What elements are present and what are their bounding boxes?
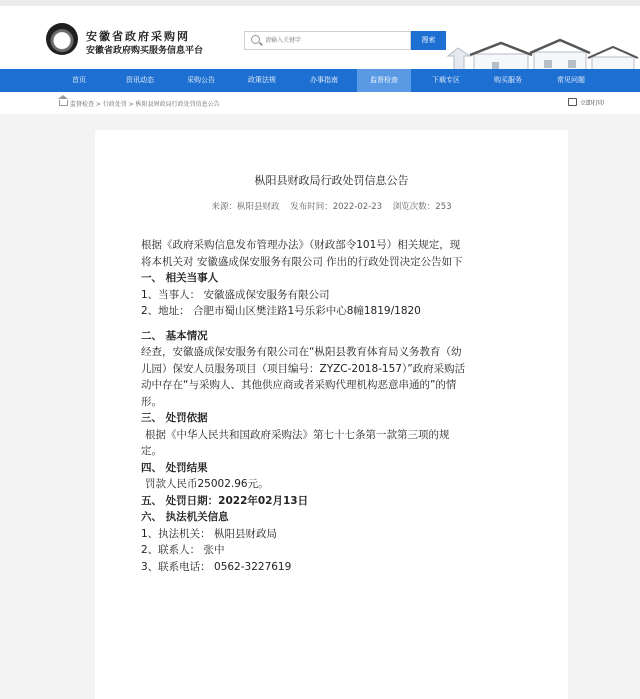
print-button[interactable] xyxy=(568,98,604,107)
article-source: 来源：枞阳县财政 xyxy=(211,202,280,212)
article-meta xyxy=(95,200,568,212)
print-label: 立即打印 xyxy=(580,100,605,107)
main-nav xyxy=(0,69,640,92)
nav-item-services[interactable]: 购买服务 xyxy=(494,76,522,84)
article-title: 枞阳县财政局行政处罚信息公告 xyxy=(254,174,409,187)
facts-line: 形。 xyxy=(141,395,162,408)
breadcrumb-text[interactable]: 监督检查 > 行政处罚 > 枞阳县财政局行政处罚信息公告 xyxy=(70,101,220,108)
nav-item-guide[interactable]: 办事指南 xyxy=(310,76,338,84)
section-heading: 二、 基本情况 xyxy=(141,329,208,342)
party-address: 2、地址： 合肥市蜀山区樊洼路1号乐彩中心8幢1819/1820 xyxy=(141,305,421,317)
article-views: 浏览次数：253 xyxy=(392,202,452,212)
intro-line: 将本机关对 安徽盛成保安服务有限公司 作出的行政处罚决定公告如下 xyxy=(141,255,463,268)
section-heading: 一、 相关当事人 xyxy=(141,272,219,284)
search-icon xyxy=(251,35,260,44)
nav-item-supervision[interactable]: 监督检查 xyxy=(357,69,411,92)
nav-item-procurement[interactable]: 采购公告 xyxy=(187,76,215,84)
home-icon xyxy=(59,100,68,106)
facts-line: 儿园）保安人员服务项目（项目编号：ZYZC-2018-157）”政府采购活 xyxy=(141,362,466,375)
nav-item-downloads[interactable]: 下载专区 xyxy=(432,76,460,84)
search-box xyxy=(244,31,411,50)
contact-person: 2、联系人： 张中 xyxy=(141,544,225,556)
site-subtitle: 安徽省政府购买服务信息平台 xyxy=(86,46,204,56)
facts-line: 经查，安徽盛成保安服务有限公司在“枞阳县教育体育局义务教育（幼 xyxy=(141,346,462,358)
article-card xyxy=(95,130,568,699)
penalty-date: 五、 处罚日期：2022年02月13日 xyxy=(141,494,309,507)
penalty-amount: 罚款人民币25002.96元。 xyxy=(145,478,269,490)
nav-item-faq[interactable]: 常见问题 xyxy=(557,76,585,84)
article-body xyxy=(141,237,521,575)
basis-line: 定。 xyxy=(141,445,162,457)
site-title: 安徽省政府采购网 xyxy=(86,30,190,43)
basis-line: 根据《中华人民共和国政府采购法》第七十七条第一款第三项的规 xyxy=(145,428,450,441)
intro-line: 根据《政府采购信息发布管理办法》（财政部令101号）相关规定，现 xyxy=(141,239,461,251)
search-input[interactable] xyxy=(265,32,405,49)
nav-item-home[interactable]: 首页 xyxy=(72,76,86,84)
authority-name: 1、执法机关： 枞阳县财政局 xyxy=(141,527,278,540)
party-name: 1、当事人： 安徽盛成保安服务有限公司 xyxy=(141,288,330,301)
section-heading: 三、 处罚依据 xyxy=(141,412,208,424)
article-date: 发布时间：2022-02-23 xyxy=(290,202,383,212)
search-button[interactable]: 搜索 xyxy=(411,31,446,50)
breadcrumb xyxy=(0,92,640,114)
contact-phone: 3、联系电话： 0562-3227619 xyxy=(141,560,292,573)
nav-item-policy[interactable]: 政策法规 xyxy=(248,76,276,84)
section-heading: 四、 处罚结果 xyxy=(141,461,208,474)
site-logo-icon[interactable] xyxy=(46,23,78,55)
section-heading: 六、 执法机关信息 xyxy=(141,511,229,523)
printer-icon xyxy=(568,98,577,106)
nav-item-news[interactable]: 资讯动态 xyxy=(126,76,154,84)
facts-line: 动中存在“与采购人、其他供应商或者采购代理机构恶意串通的”的情 xyxy=(141,379,457,391)
site-header xyxy=(0,6,640,69)
